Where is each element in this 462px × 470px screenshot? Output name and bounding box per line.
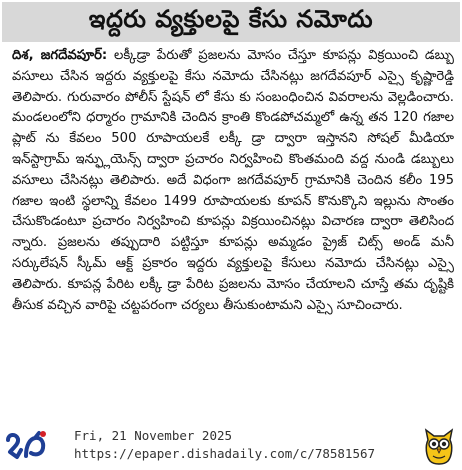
epaper-footer	[0, 422, 462, 470]
headline: ఇద్దరు వ్యక్తులపై కేసు నమోదు	[88, 5, 374, 33]
logo-stroke-right	[26, 433, 43, 456]
owl-mascot-icon	[422, 428, 456, 466]
owl-pupil-right	[442, 442, 446, 446]
headline-bar	[2, 2, 460, 42]
dateline: దిశ, జగదేవపూర్:	[12, 48, 108, 63]
edition-date: Fri, 21 November 2025	[74, 428, 233, 443]
disha-logo-mark	[4, 430, 50, 462]
article-paragraph	[12, 46, 454, 316]
logo-dot	[40, 431, 46, 437]
owl-pupil-left	[432, 442, 436, 446]
disha-logo	[4, 430, 50, 462]
owl-mascot-graphic	[422, 428, 456, 466]
epaper-url[interactable]: https://epaper.dishadaily.com/c/78581567	[74, 446, 376, 461]
article-text: లక్కీడ్రా పేరుతో ప్రజలను మోసం చేస్తూ కూపన్లు విక్రయించి డబ్బు వసూలు చేసిన ఇద్దరు వ్యక్తులపై కేసు నమోదు చేసినట్లు జగదేవపూర్ ఎస్సై కృష్ణారెడ్డి తెలిపారు. గురువారం పోలీస్ స్టేషన్ లో కేసు కు సంబంధించిన వివరాలను వెల్లడించారు. మండలంలోని ధర్మారం గ్రామానికి చెందిన క్రాంతి కొండపోచమ్మలో ఉన్న తన 120 గజాల ప్లాట్ ను కేవలం 500 రూపాయలకే లక్కీ డ్రా ద్వారా ఇస్తానని సోషల్ మీడియా ఇన్‌స్టాగ్రామ్ ఇన్ఫ్లుయెన్స్ ద్వారా ప్రచారం నిర్వహించి కొంతమంది వద్ద నుండి డబ్బులు వసూలు చేసినట్లు తెలిపారు. అదే విధంగా జగదేవపూర్ గ్రామానికి చెందిన కలీం 195 గజాల ఇంటి స్థలాన్ని కేవలం 1499 రూపాయలకు కూపన్ కొనుక్కొని ఇల్లును సొంతం చేసుకొండంటూ ప్రచారం నిర్వహించి కూపన్లు విక్రయించినట్లు విచారణ ద్వారా తెలిసింద న్నారు. ప్రజలను తప్పుదారి పట్టిస్తూ కూపన్లు అమ్మడం ప్రైజ్ చిట్స్ అండ్ మనీ సర్కులేషన్ స్కీమ్ ఆక్ట్ ప్రకారం ఇద్దరు వ్యక్తులపై కేసులు నమోదు చేసినట్లు ఎస్సై తెలిపారు. కూపన్ల పేరిట లక్కీ డ్రా పేరిట ప్రజలను మోసం చేయాలని చూస్తే తమ దృష్టికి తీసుక వచ్చిన వారిపై చట్టపరంగా చర్యలు తీసుకుంటామని ఎస్సై సూచించారు.	[12, 48, 454, 313]
article-body	[12, 46, 454, 420]
logo-stroke-left	[8, 435, 21, 457]
